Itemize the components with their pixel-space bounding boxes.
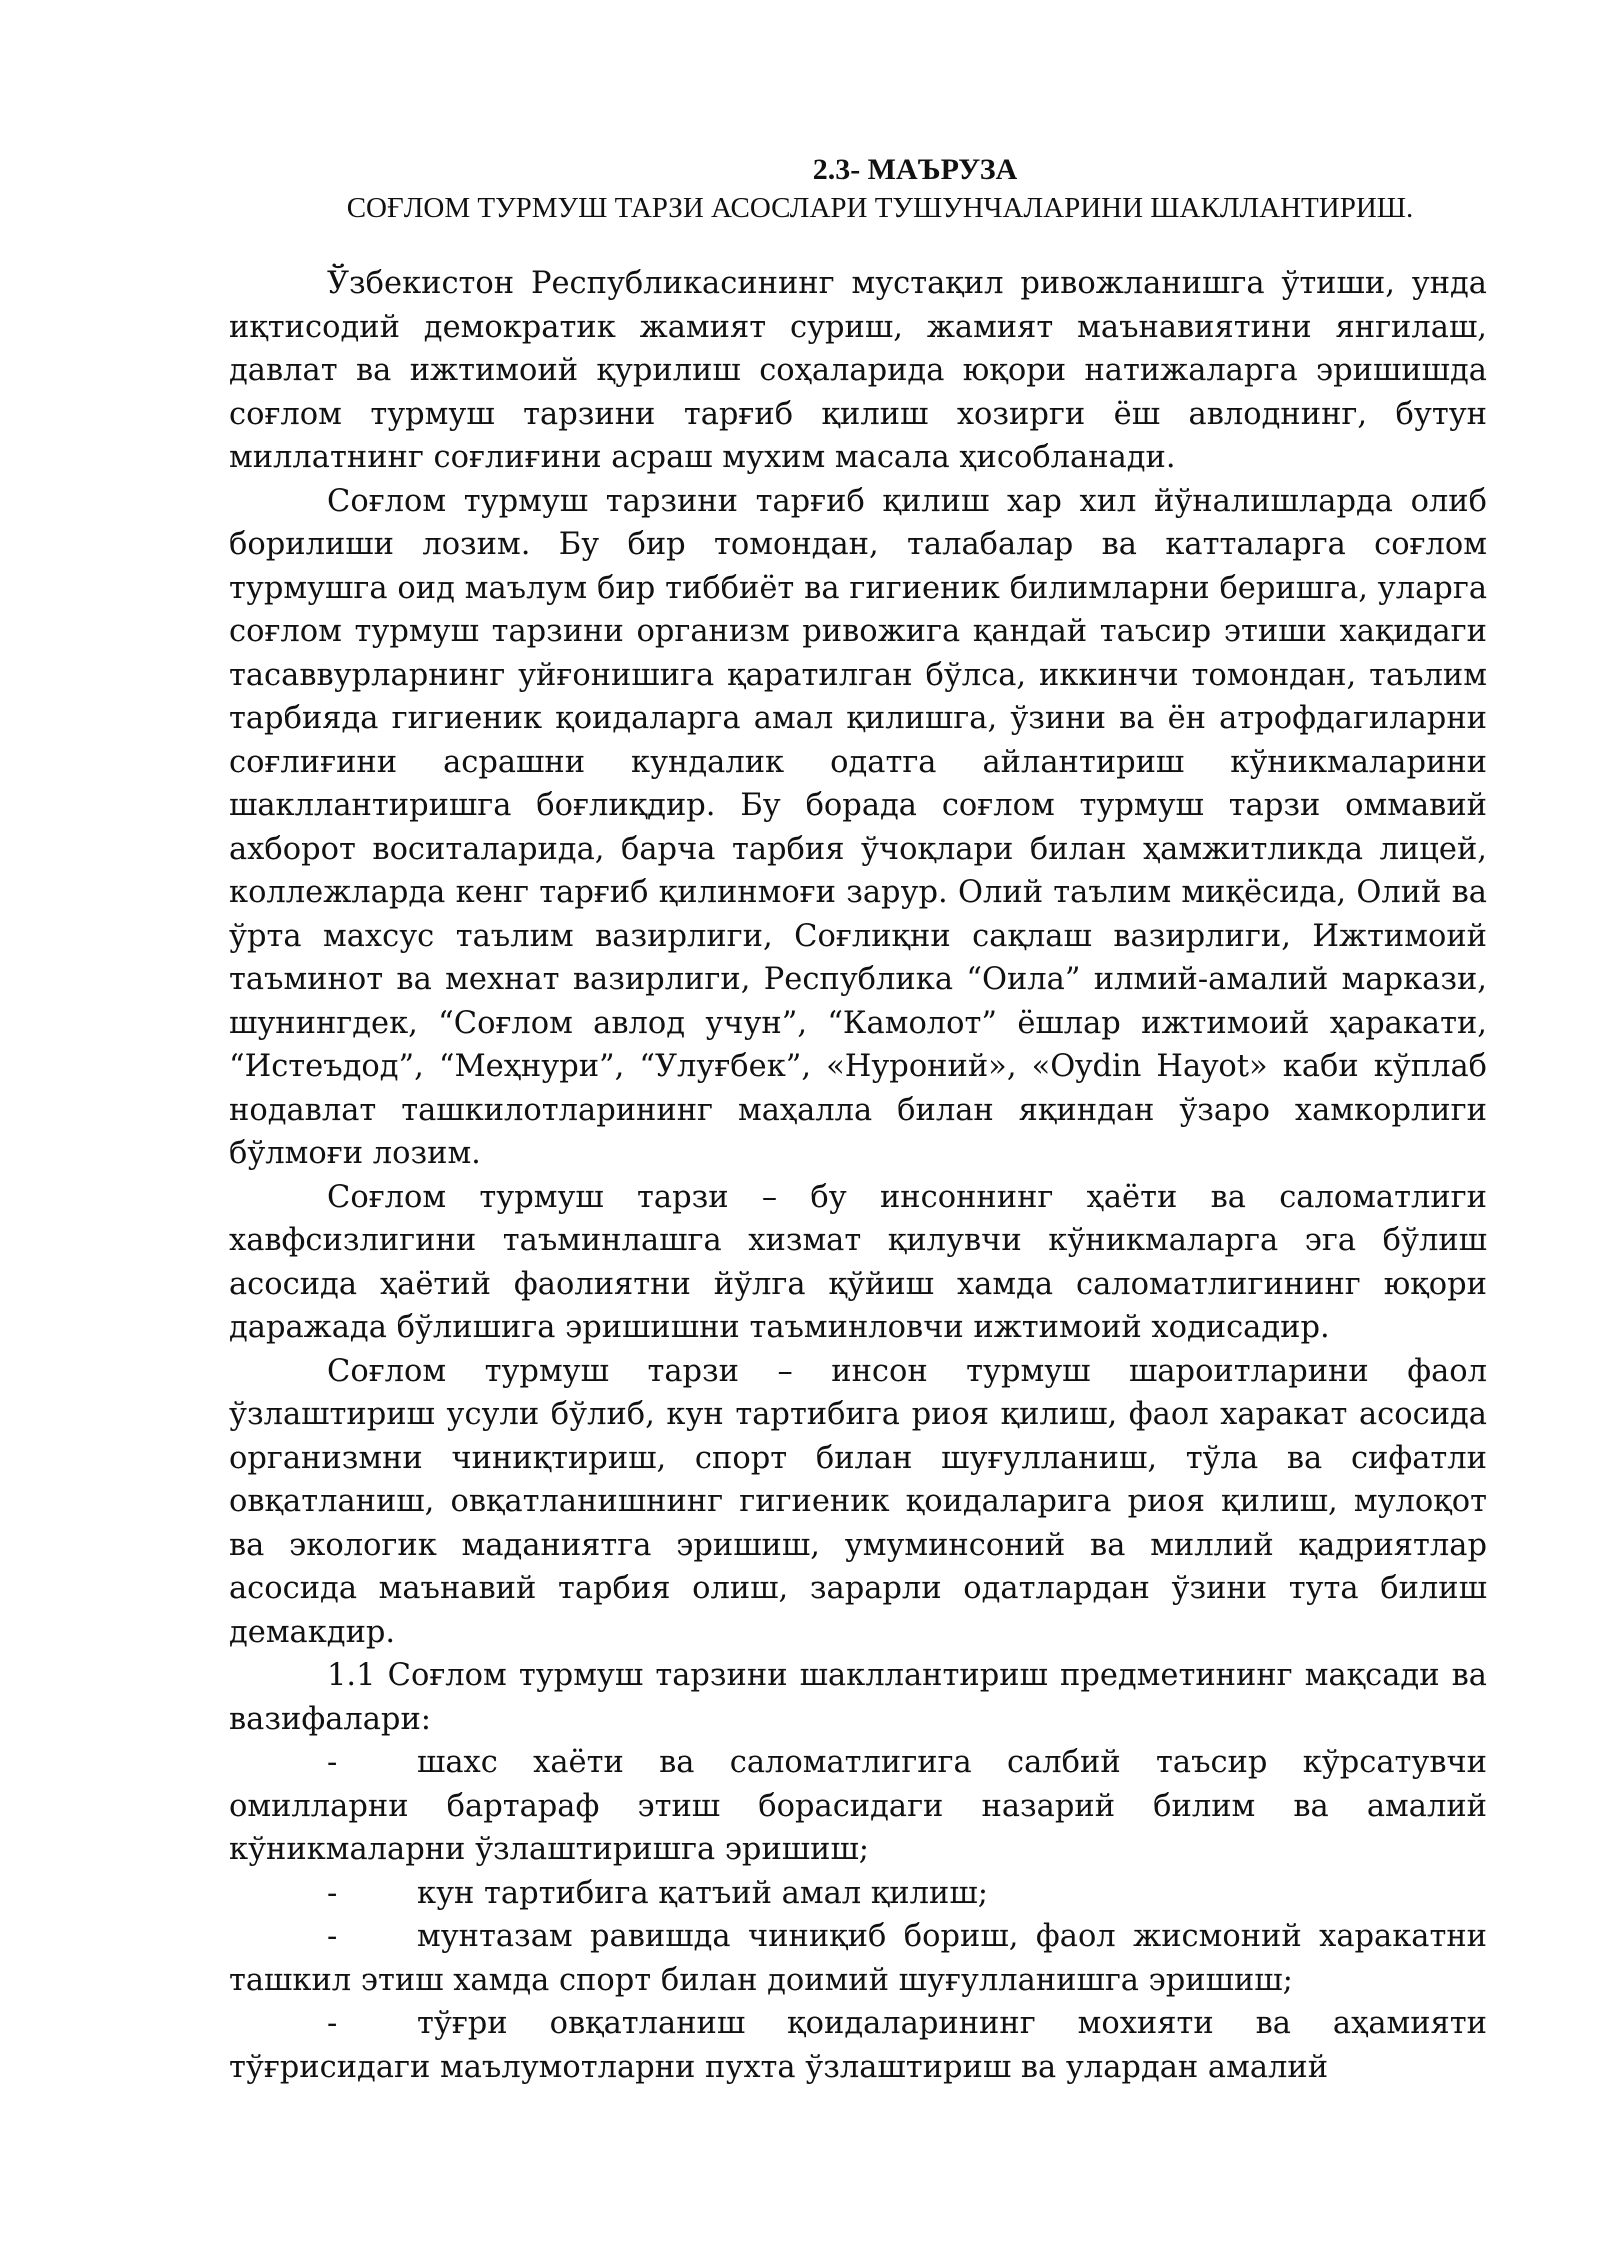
list-item-text: мунтазам равишда чиниқиб бориш, фаол жисмоний харакатни ташкил этиш хамда спорт билан доимий шуғулланишга эришиш; xyxy=(229,1919,1487,1998)
list-item xyxy=(229,1915,1487,2002)
list-dash: - xyxy=(327,1745,338,1780)
lecture-number: 2.3- МАЪРУЗА xyxy=(812,153,1018,186)
list-dash: - xyxy=(327,1919,338,1954)
list-item-text: тўғри овқатланиш қоидаларининг мохияти ва аҳамияти тўғрисидаги маълумотларни пухта ўзлаштириш ва улардан амалий xyxy=(229,2006,1487,2085)
list-item xyxy=(229,1741,1487,1872)
paragraph-promotion: Соғлом турмуш тарзини тарғиб қилиш хар хил йўналишларда олиб борилиши лозим. Бу бир томондан, талабалар ва катталарга соғлом турмушга оид маълум бир тиббиёт ва гигиеник билимларни беришга, уларга соғлом турмуш тарзини организм ривожига қандай таъсир этиши хақидаги тасаввурларнинг уйғонишига қаратилган бўлса, иккинчи томондан, таълим тарбияда гигиеник қоидаларга амал қилишга, ўзини ва ён атрофдагиларни соғлиғини асрашни кундалик одатга айлантириш кўникмаларини шакллантиришга боғлиқдир. Бу борада соғлом турмуш тарзи оммавий ахборот воситаларида, барча тарбия ўчоқлари билан ҳамжитликда лицей, коллежларда кенг тарғиб қилинмоғи зарур. Олий таълим миқёсида, Олий ва ўрта махсус таълим вазирлиги, Соғлиқни сақлаш вазирлиги, Ижтимоий таъминот ва мехнат вазирлиги, Республика “Оила” илмий-амалий маркази, шунингдек, “Соғлом авлод учун”, “Камолот” ёшлар ижтимоий ҳаракати, “Истеъдод”, “Меҳнури”, “Улуғбек”, «Нуроний», «Oydin Hayot» каби кўплаб нодавлат ташкилотларининг маҳалла билан яқиндан ўзаро хамкорлиги бўлмоғи лозим. xyxy=(229,483,1487,1171)
list-dash: - xyxy=(327,2006,338,2041)
paragraph-section-heading: 1.1 Соғлом турмуш тарзини шакллантириш предметининг мақсади ва вазифалари: xyxy=(229,1658,1487,1737)
paragraph-definition-1: Соғлом турмуш тарзи – бу инсоннинг ҳаёти ва саломатлиги хавфсизлигини таъминлашга хизмат қилувчи кўникмаларга эга бўлиш асосида ҳаётий фаолиятни йўлга қўйиш хамда саломатлигининг юқори даражада бўлишига эришишни таъминловчи ижтимоий ходисадир. xyxy=(229,1179,1487,1345)
document-body xyxy=(229,262,1487,2089)
list-item xyxy=(229,1872,1487,1916)
list-item-text: кун тартибига қатъий амал қилиш; xyxy=(417,1875,988,1911)
paragraph-intro: Ўзбекистон Республикасининг мустақил ривожланишга ўтиши, унда иқтисодий демократик жамият суриш, жамият маънавиятини янгилаш, давлат ва ижтимоий қурилиш соҳаларида юқори натижаларга эришишда соғлом турмуш тарзини тарғиб қилиш хозирги ёш авлоднинг, бутун миллатнинг соғлиғини асраш мухим масала ҳисобланади. xyxy=(229,266,1487,475)
lecture-title: СОҒЛОМ ТУРМУШ ТАРЗИ АСОСЛАРИ ТУШУНЧАЛАРИНИ ШАКЛЛАНТИРИШ. xyxy=(346,192,1414,224)
paragraph-definition-2: Соғлом турмуш тарзи – инсон турмуш шароитларини фаол ўзлаштириш усули бўлиб, кун тартибига риоя қилиш, фаол харакат асосида организмни чиниқтириш, спорт билан шуғулланиш, тўла ва сифатли овқатланиш, овқатланишнинг гигиеник қоидаларига риоя қилиш, мулоқот ва экологик маданиятга эришиш, умуминсоний ва миллий қадриятлар асосида маънавий тарбия олиш, зарарли одатлардан ўзини тута билиш демакдир. xyxy=(229,1353,1487,1650)
list-item xyxy=(229,2002,1487,2089)
list-dash: - xyxy=(327,1875,338,1911)
list-item-text: шахс хаёти ва саломатлигига салбий таъсир кўрсатувчи омилларни бартараф этиш борасидаги назарий билим ва амалий кўникмаларни ўзлаштиришга эришиш; xyxy=(229,1745,1487,1867)
